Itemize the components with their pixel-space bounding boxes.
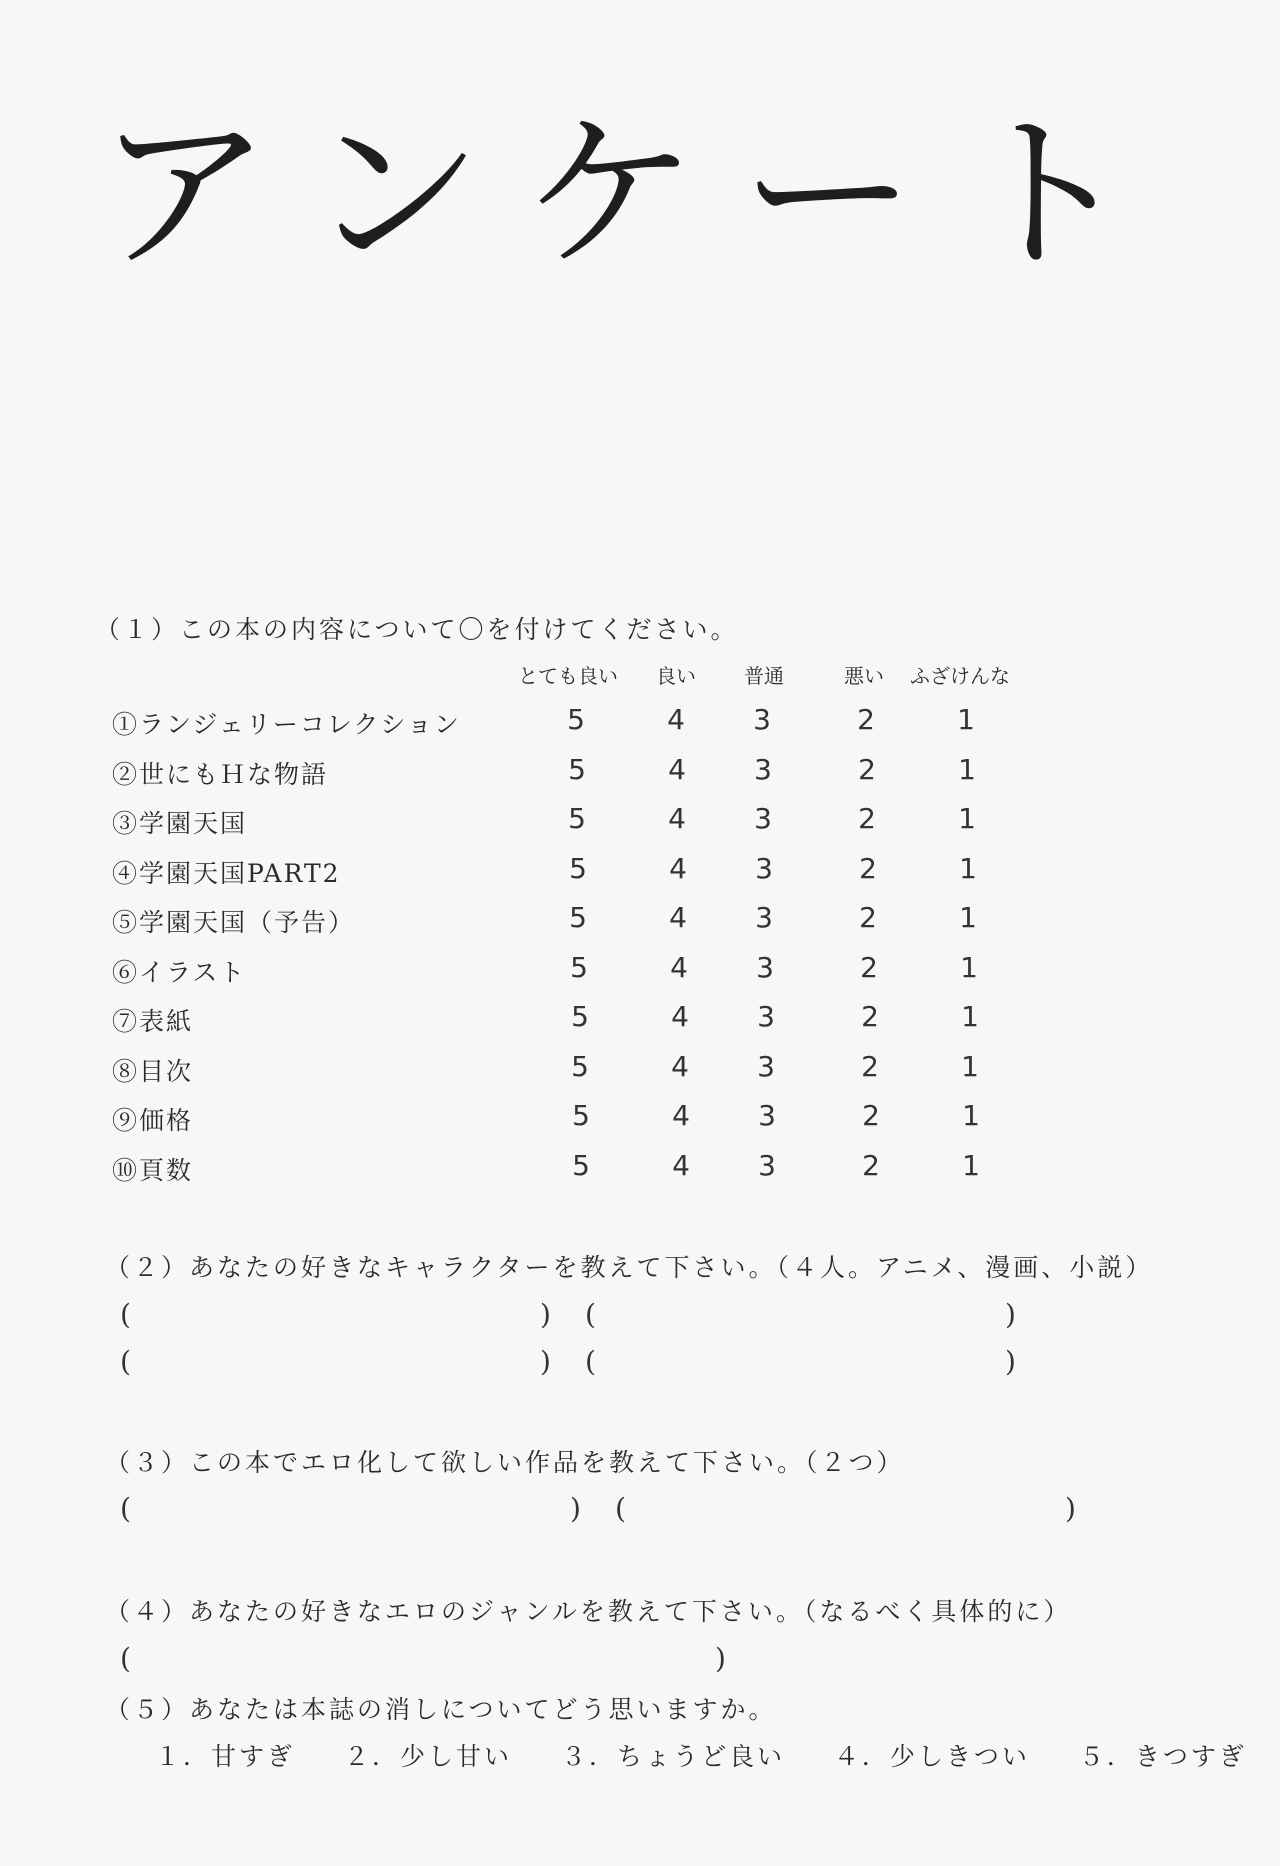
score-option[interactable]: 4 [669, 852, 687, 885]
answer-open-bracket: ( [120, 1298, 131, 1331]
score-option[interactable]: 1 [957, 703, 975, 736]
score-option[interactable]: 3 [757, 1000, 775, 1033]
option-3: ３．ちょうど良い [560, 1742, 785, 1771]
score-option[interactable]: 3 [754, 753, 772, 786]
score-option[interactable]: 2 [858, 802, 876, 835]
item-label: ⑦表紙 [112, 1007, 194, 1036]
item-label: ⑨価格 [112, 1106, 194, 1135]
score-option[interactable]: 4 [669, 901, 687, 934]
score-option[interactable]: 2 [859, 852, 877, 885]
option-5: ５．きつすぎ [1078, 1742, 1247, 1771]
score-option[interactable]: 4 [667, 703, 685, 736]
score-option[interactable]: 1 [959, 852, 977, 885]
header-very-good: とても良い [518, 664, 618, 688]
score-option[interactable]: 3 [754, 802, 772, 835]
score-option[interactable]: 2 [858, 753, 876, 786]
answer-open-bracket: ( [585, 1298, 596, 1331]
question-2: （２）あなたの好きなキャラクターを教えて下さい。（４人。アニメ、漫画、小説） [105, 1253, 1154, 1282]
answer-open-bracket: ( [120, 1492, 131, 1525]
score-option[interactable]: 3 [753, 703, 771, 736]
item-label: ⑩頁数 [112, 1156, 194, 1185]
score-option[interactable]: 5 [568, 802, 586, 835]
header-bad: 悪い [844, 664, 884, 688]
answer-close-bracket: ) [715, 1642, 726, 1675]
score-option[interactable]: 3 [756, 951, 774, 984]
answer-open-bracket: ( [615, 1492, 626, 1525]
score-option[interactable]: 4 [668, 753, 686, 786]
score-option[interactable]: 3 [757, 1050, 775, 1083]
score-option[interactable]: 2 [859, 901, 877, 934]
answer-close-bracket: ) [570, 1492, 581, 1525]
answer-close-bracket: ) [1005, 1345, 1016, 1378]
score-option[interactable]: 2 [857, 703, 875, 736]
score-option[interactable]: 4 [671, 1050, 689, 1083]
answer-open-bracket: ( [120, 1345, 131, 1378]
score-option[interactable]: 3 [758, 1149, 776, 1182]
score-option[interactable]: 5 [572, 1099, 590, 1132]
header-terrible: ふざけんな [910, 664, 1010, 688]
score-option[interactable]: 5 [568, 753, 586, 786]
item-label: ②世にもＨな物語 [112, 760, 329, 789]
score-option[interactable]: 3 [755, 901, 773, 934]
item-label: ⑧目次 [112, 1057, 194, 1086]
score-option[interactable]: 5 [571, 1050, 589, 1083]
question-1: （１）この本の内容について〇を付けてください。 [95, 615, 739, 644]
answer-scale [155, 1737, 1280, 1773]
answer-close-bracket: ) [540, 1298, 551, 1331]
item-label: ⑥イラスト [112, 958, 247, 987]
score-option[interactable]: 5 [569, 852, 587, 885]
score-option[interactable]: 4 [672, 1149, 690, 1182]
score-option[interactable]: 5 [569, 901, 587, 934]
score-option[interactable]: 3 [758, 1099, 776, 1132]
score-option[interactable]: 1 [962, 1099, 980, 1132]
option-4: ４．少しきつい [833, 1742, 1030, 1771]
score-option[interactable]: 4 [668, 802, 686, 835]
score-option[interactable]: 1 [962, 1149, 980, 1182]
item-label: ④学園天国PART2 [112, 859, 341, 888]
header-good: 良い [656, 664, 696, 688]
score-option[interactable]: 5 [572, 1149, 590, 1182]
score-option[interactable]: 4 [670, 951, 688, 984]
score-option[interactable]: 1 [961, 1050, 979, 1083]
score-option[interactable]: 4 [671, 1000, 689, 1033]
score-option[interactable]: 1 [958, 802, 976, 835]
answer-open-bracket: ( [585, 1345, 596, 1378]
score-option[interactable]: 5 [567, 703, 585, 736]
option-1: １．甘すぎ [155, 1742, 296, 1771]
answer-close-bracket: ) [1005, 1298, 1016, 1331]
item-label: ③学園天国 [112, 809, 248, 838]
item-label: ①ランジェリーコレクション [112, 710, 461, 739]
score-option[interactable]: 2 [862, 1099, 880, 1132]
page-title: アンケート [95, 96, 1177, 294]
answer-close-bracket: ) [1065, 1492, 1076, 1525]
question-5: （５）あなたは本誌の消しについてどう思いますか。 [105, 1695, 777, 1724]
score-option[interactable]: 4 [672, 1099, 690, 1132]
question-4: （４）あなたの好きなエロのジャンルを教えて下さい。（なるべく具体的に） [105, 1597, 1072, 1626]
score-option[interactable]: 1 [958, 753, 976, 786]
answer-open-bracket: ( [120, 1642, 131, 1675]
score-option[interactable]: 1 [959, 901, 977, 934]
header-normal: 普通 [744, 664, 784, 688]
score-option[interactable]: 5 [571, 1000, 589, 1033]
item-label: ⑤学園天国（予告） [112, 908, 356, 937]
question-3: （３）この本でエロ化して欲しい作品を教えて下さい。（２つ） [105, 1448, 905, 1477]
score-option[interactable]: 2 [860, 951, 878, 984]
score-option[interactable]: 1 [961, 1000, 979, 1033]
score-option[interactable]: 2 [862, 1149, 880, 1182]
option-2: ２．少し甘い [343, 1742, 512, 1771]
score-option[interactable]: 1 [960, 951, 978, 984]
score-option[interactable]: 5 [570, 951, 588, 984]
score-option[interactable]: 2 [861, 1050, 879, 1083]
score-option[interactable]: 3 [755, 852, 773, 885]
score-option[interactable]: 2 [861, 1000, 879, 1033]
answer-close-bracket: ) [540, 1345, 551, 1378]
